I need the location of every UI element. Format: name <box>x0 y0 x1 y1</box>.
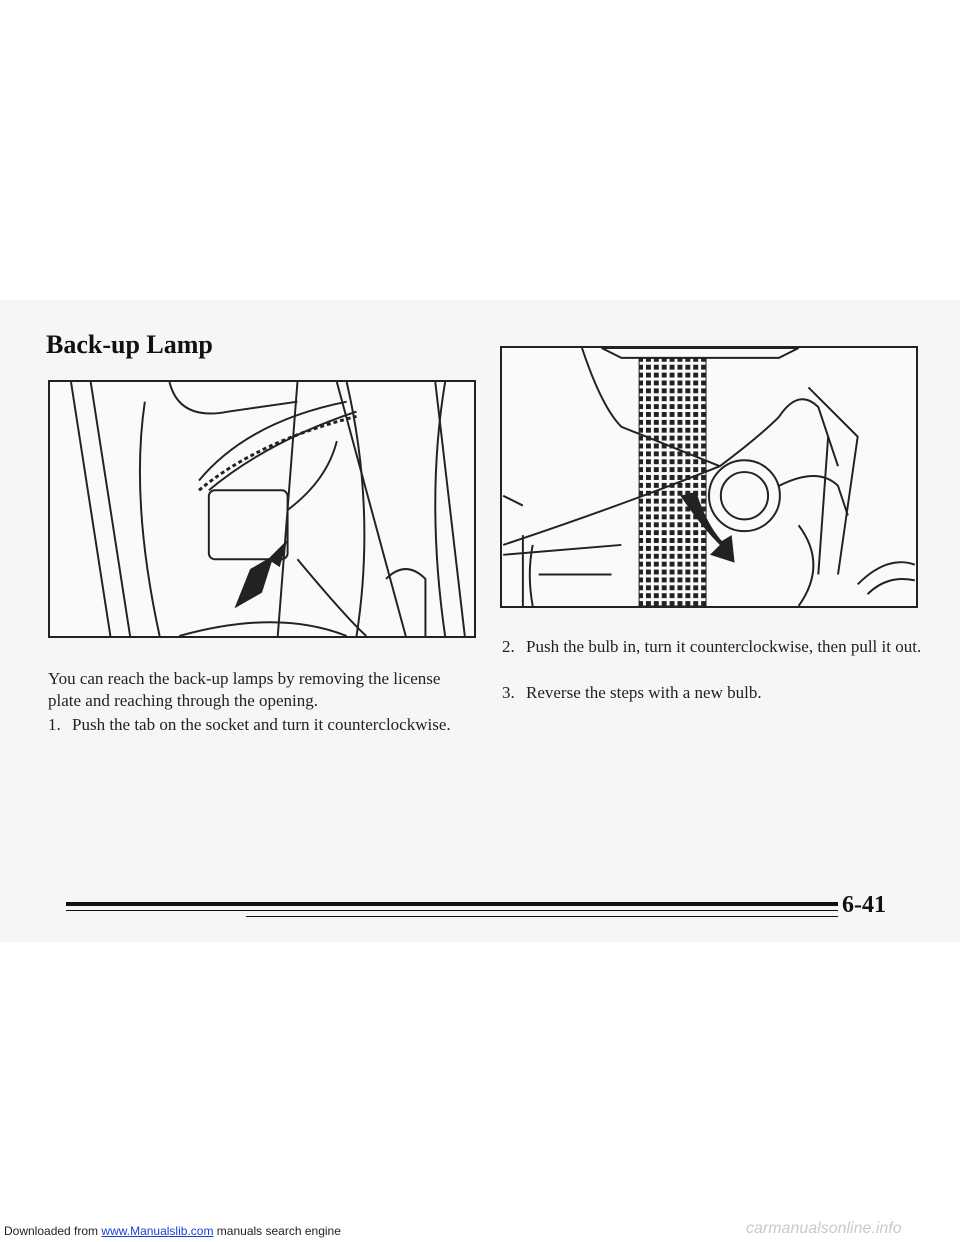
manualslib-link[interactable]: www.Manualslib.com <box>101 1224 214 1238</box>
step-2 <box>502 636 942 658</box>
bulb-removal-line-drawing <box>502 348 916 606</box>
step-number: 3. <box>502 683 515 702</box>
footer-rule-thin-short <box>246 916 838 917</box>
page-number: 6-41 <box>842 892 886 918</box>
step-1 <box>48 714 492 736</box>
step-number: 1. <box>48 715 61 734</box>
step-text: Push the tab on the socket and turn it counterclockwise. <box>72 715 451 734</box>
footer-suffix: manuals search engine <box>216 1224 341 1238</box>
step-text: Reverse the steps with a new bulb. <box>526 683 762 702</box>
footer-rule-thin <box>66 910 838 911</box>
footer-rule-thick <box>66 902 838 906</box>
intro-paragraph: You can reach the back-up lamps by removing the license plate and reaching through the opening. <box>48 669 441 710</box>
footer-prefix: Downloaded from <box>4 1224 99 1238</box>
download-footer <box>4 1224 341 1238</box>
figure-lamp-socket-illustration <box>48 380 476 638</box>
watermark-text: carmanualsonline.info <box>746 1220 902 1237</box>
step-number: 2. <box>502 637 515 656</box>
figure-bulb-removal-illustration <box>500 346 918 608</box>
lamp-socket-line-drawing <box>50 382 474 636</box>
step-3 <box>502 682 942 704</box>
section-heading: Back-up Lamp <box>46 330 213 359</box>
step-text: Push the bulb in, turn it counterclockwise, then pull it out. <box>526 637 922 656</box>
